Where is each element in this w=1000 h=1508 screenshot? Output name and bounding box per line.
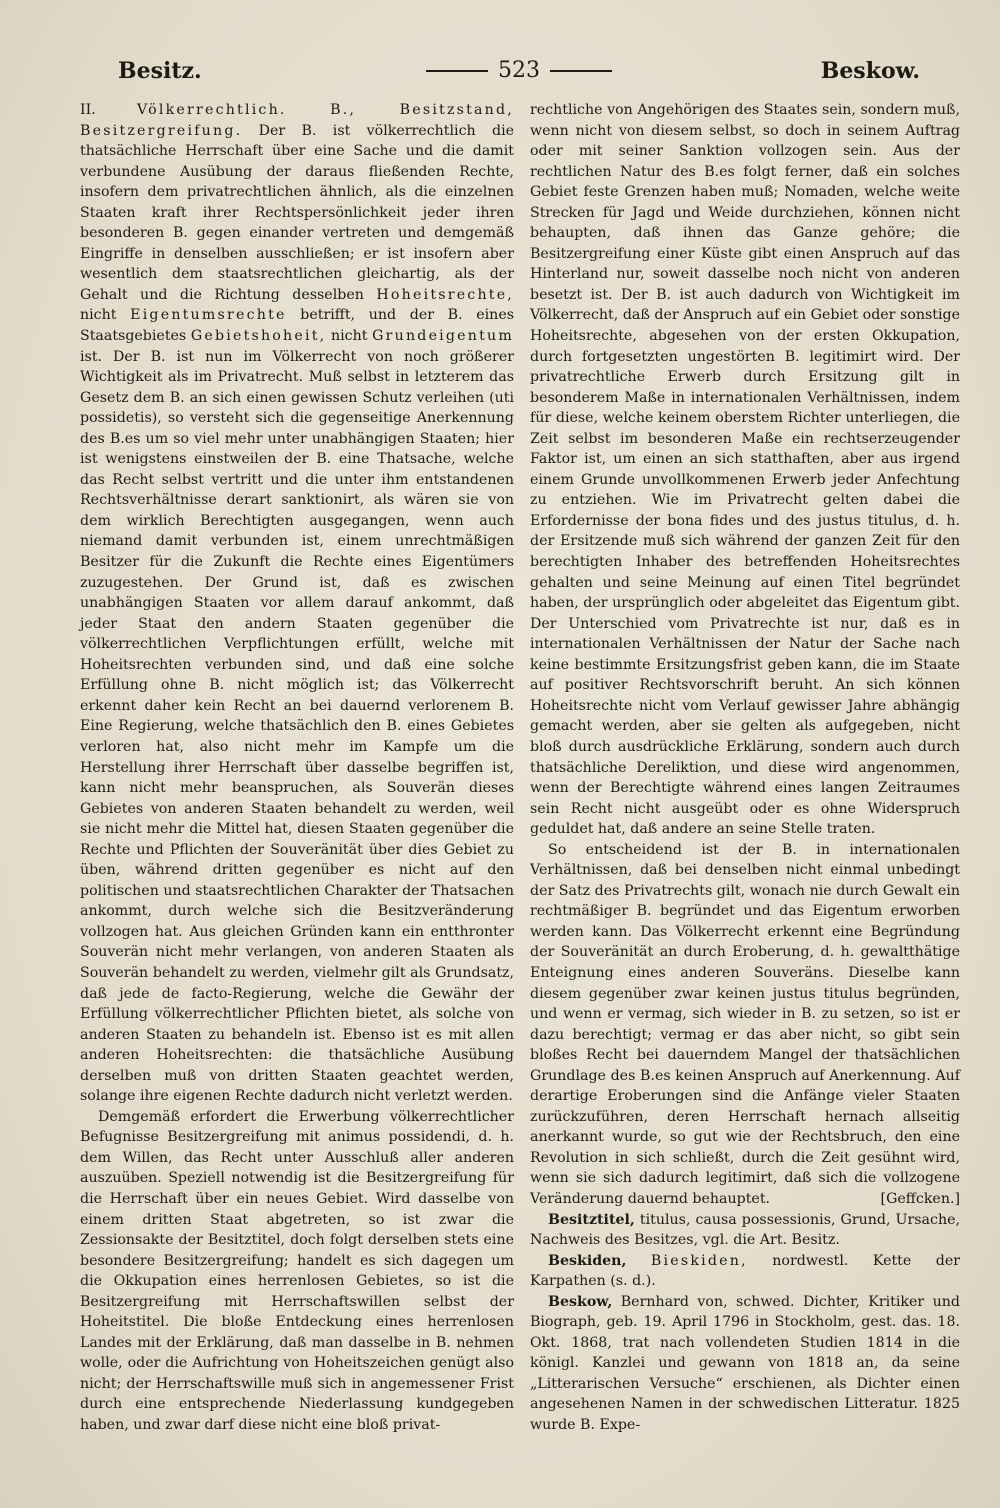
paragraph-text: So entscheidend ist der B. in internationalen Verhältnissen, daß bei denselben nicht einmal unbedingt der Satz des Privatrechts gilt, wonach nie durch Gewalt ein rechtmäßiger B. begründet und das Eigentum erworben werden kann. Das Völkerrecht erkennt eine Begründung der Souveränität an durch Eroberung, d. h. gewaltthätige Enteignung eines anderen Souveräns. Dieselbe kann diesem gegenüber zwar keinen justus titulus begründen, und wenn er vermag, sich wieder in B. zu setzen, so ist er dazu berechtigt; vermag er das aber nicht, so gibt sein bloßes Recht bei dauerndem Mangel der thatsächlichen Grundlage des B.es keinen Anspruch auf Anerkennung. Auf derartige Eroberungen sind die Anfänge vieler Staaten zurückzuführen, deren Herrschaft hernach allseitig anerkannt wurde, so gut wie der Rechtsbruch, den eine Revolution in sich schließt, durch die Zeit gesühnt wird, wenn sie sich dadurch legitimirt, daß sich die vollzogene Veränderung dauernd behauptet. <box>530 841 960 1207</box>
header-rule-right <box>550 70 612 72</box>
header-rule-left <box>426 70 488 72</box>
spaced-term: Hoheitsrechte, <box>376 286 514 303</box>
running-header <box>118 58 920 98</box>
entry-lemma: Beskiden, <box>548 1252 627 1269</box>
header-left-keyword: Besitz. <box>118 58 202 84</box>
left-column <box>80 100 514 1436</box>
paragraph-eroberung <box>530 840 960 1210</box>
section-heading: Völkerrechtlich. B., Besitzstand, Besitzergreifung. <box>80 102 514 139</box>
paragraph-besitzergreifung: Demgemäß erfordert die Erwerbung völkerrechtlicher Befugnisse Besitzergreifung mit animus possidendi, d. h. dem Willen, das Recht unter Ausschluß aller anderen auszuüben. Speziell notwendig ist die Besitzergreifung für die Herrschaft über ein neues Gebiet. Wird dasselbe von einem dritten Staat abgetreten, so ist zwar die Zessionsakte der Besitztitel, doch folgt derselben stets eine besondere Besitzergreifung; handelt es sich dagegen um die Okkupation eines herrenlosen Gebietes, so ist die Besitzergreifung mit Herrschaftswillen selbst der Hoheitstitel. Die bloße Entdeckung eines herrenlosen Landes mit der Erklärung, daß man dasselbe in B. nehmen wolle, oder die Aufrichtung von Hoheitszeichen genügt also nicht; der Herrschaftswille muß sich in angemessener Frist durch eine entsprechende Niederlassung kundgegeben haben, und zwar darf diese nicht eine bloß privat- <box>80 1108 514 1433</box>
page-number-block <box>118 58 920 83</box>
entry-lemma: Beskow, <box>548 1293 613 1310</box>
entry-text: Bernhard von, schwed. Dichter, Kritiker und Biograph, geb. 19. April 1796 in Stockholm, gest. das. 18. Okt. 1868, trat nach vollendeten Studien 1814 in die königl. Kanzlei und gewann von 1818 an, da seine „Litterarischen Versuche“ erschienen, als Dichter einen angesehenen Namen in der schwedischen Litteratur. 1825 wurde B. Expe- <box>530 1293 960 1433</box>
entry-text: nordwestl. Kette der Karpathen (s. d.). <box>530 1252 960 1290</box>
entry-variant: Bieskiden, <box>650 1252 748 1269</box>
spaced-term: Eigentumsrechte <box>130 307 287 324</box>
page-number: 523 <box>498 58 540 83</box>
paragraph-text: betrifft, und der B. eines Staatsgebietes <box>80 307 514 345</box>
entry-besitztitel <box>530 1210 960 1251</box>
paragraph-text: nicht <box>80 307 117 324</box>
spaced-term: Gebietshoheit, <box>190 328 327 345</box>
paragraph-text: nicht <box>330 328 368 345</box>
paragraph-voelkerrecht <box>80 100 514 1107</box>
entry-lemma: Besitztitel, <box>548 1211 635 1228</box>
right-column <box>530 100 960 1436</box>
entry-text: titulus, causa possessionis, Grund, Ursache, Nachweis des Besitzes, vgl. die Art. Besitz. <box>530 1211 961 1249</box>
paragraph-text: Der B. ist völkerrechtlich die thatsächliche Herrschaft über eine Sache und die damit verbundene Ausübung der daraus fließenden Rechte, insofern dem privatrechtlichen ähnlich, als die einzelnen Staaten kraft ihrer Rechtspersönlichkeit jeder ihren besonderen B. gegen einander vertreten und demgemäß Eingriffe in denselben ausschließen; er ist insofern aber wesentlich dem staatsrechtlichen gleichartig, als der Gehalt und die Richtung desselben <box>80 122 514 303</box>
paragraph-continuation: rechtliche von Angehörigen des Staates sein, sondern muß, wenn nicht von diesem selbst, so doch in seinem Auftrag oder mit seiner Sanktion vollzogen sein. Aus der rechtlichen Natur des B.es folgt ferner, daß ein solches Gebiet feste Grenzen haben muß; Nomaden, welche weite Strecken für Jagd und Weide durchziehen, können nicht behaupten, daß ihnen das Ganze gehöre; die Besitzergreifung einer Küste gibt einen Anspruch auf das Hinterland nur, soweit dasselbe noch nicht von anderen besetzt ist. Der B. ist auch dadurch von Wichtigkeit im Völkerrecht, daß der Anspruch auf ein Gebiet oder sonstige Hoheitsrechte, abgesehen von der ersten Okkupation, durch fortgesetzten ungestörten B. legitimirt wird. Der privatrechtliche Erwerb durch Ersitzung gilt in besonderem Maße in internationalen Verhältnissen, indem für diese, welche keinem oberstem Richter unterliegen, die Zeit selbst im besonderen Maße ein rechtserzeugender Faktor ist, um einen an sich statthaften, aber aus irgend einem Grunde unvollkommenen Erwerb jeder Anfechtung zu entziehen. Wie im Privatrecht gelten dabei die Erfordernisse der bona fides und des justus titulus, d. h. der Ersitzende muß sich während der ganzen Zeit für den berechtigten Inhaber des betreffenden Hoheitsrechtes gehalten und seine Meinung auf einen Titel begründet haben, der ursprünglich oder abgeleitet das Eigentum gibt. Der Unterschied vom Privatrechte ist nur, daß es in internationalen Verhältnissen der Natur der Sache nach keine bestimmte Ersitzungsfrist geben kann, die im Staate auf positiver Rechtsvorschrift beruht. An sich können Hoheitsrechte nicht vom Verlauf gewisser Jahre abhängig gemacht werden, aber sie gelten als aufgegeben, nicht bloß durch ausdrückliche Erklärung, sondern auch durch thatsächliche Dereliktion, und diese wird angenommen, wenn der Berechtigte während eines langen Zeitraumes sein Recht nicht ausgeübt oder es ohne Widerspruch geduldet hat, daß andere an seine Stelle traten. <box>530 102 960 838</box>
entry-beskow <box>530 1292 960 1436</box>
author-signature: [Geffcken.] <box>880 1190 960 1207</box>
paragraph-text: ist. Der B. ist nun im Völkerrecht von noch größerer Wichtigkeit als im Privatrecht. Muß selbst in letzterem das Gesetz dem B. an sich einen gewissen Schutz verleihen (uti possidetis), so versteht sich die gegenseitige Anerkennung des B.es um so viel mehr unter unabhängigen Staaten; hier ist wenigstens einstweilen der B. eine Thatsache, welche das Recht selbst vertritt und die unter ihm entstandenen Rechtsverhältnisse derart sanktionirt, als wären sie von dem wirklich Berechtigten ausgegangen, wenn auch niemand damit verbunden ist, einem unrechtmäßigen Besitzer für die Zukunft die Rechte eines Eigentümers zuzugestehen. Der Grund ist, daß es zwischen unabhängigen Staaten vor allem darauf ankommt, daß jeder Staat den andern Staaten gegenüber die völkerrechtlichen Verpflichtungen erfüllt, welche mit Hoheitsrechten verbunden sind, und daß eine solche Erfüllung ohne B. nicht möglich ist; das Völkerrecht erkennt daher kein Recht an bei dauernd verlorenem B. Eine Regierung, welche thatsächlich den B. eines Gebietes verloren hat, also nicht mehr im Kampfe um die Herstellung ihrer Herrschaft über dasselbe begriffen ist, kann nicht mehr beanspruchen, als Souverän dieses Gebietes von anderen Staaten behandelt zu werden, weil sie nicht mehr die Mittel hat, diesen Staaten gegenüber die Rechte und Pflichten der Souveränität über dies Gebiet zu üben, während dritten gegenüber es nicht auf den politischen und staatsrechtlichen Charakter der Thatsachen ankommt, durch welche sich die Besitzveränderung vollzogen hat. Aus gleichen Gründen kann ein entthronter Souverän nicht mehr verlangen, von anderen Staaten als Souverän behandelt zu werden, vielmehr gilt als Grundsatz, daß jede de facto-Regierung, welche die Gewähr der Erfüllung völkerrechtlicher Pflichten bietet, als solche von anderen Staaten zu behandeln ist. Ebenso ist es mit allen anderen Hoheitsrechten: die thatsächliche Ausübung derselben muß von dritten Staaten geachtet werden, solange ihre eigenen Rechte dadurch nicht verletzt werden. <box>80 348 514 1105</box>
header-right-keyword: Beskow. <box>820 58 920 84</box>
section-number: II. <box>80 102 96 118</box>
spaced-term: Grundeigentum <box>372 328 515 345</box>
entry-beskiden <box>530 1251 960 1292</box>
